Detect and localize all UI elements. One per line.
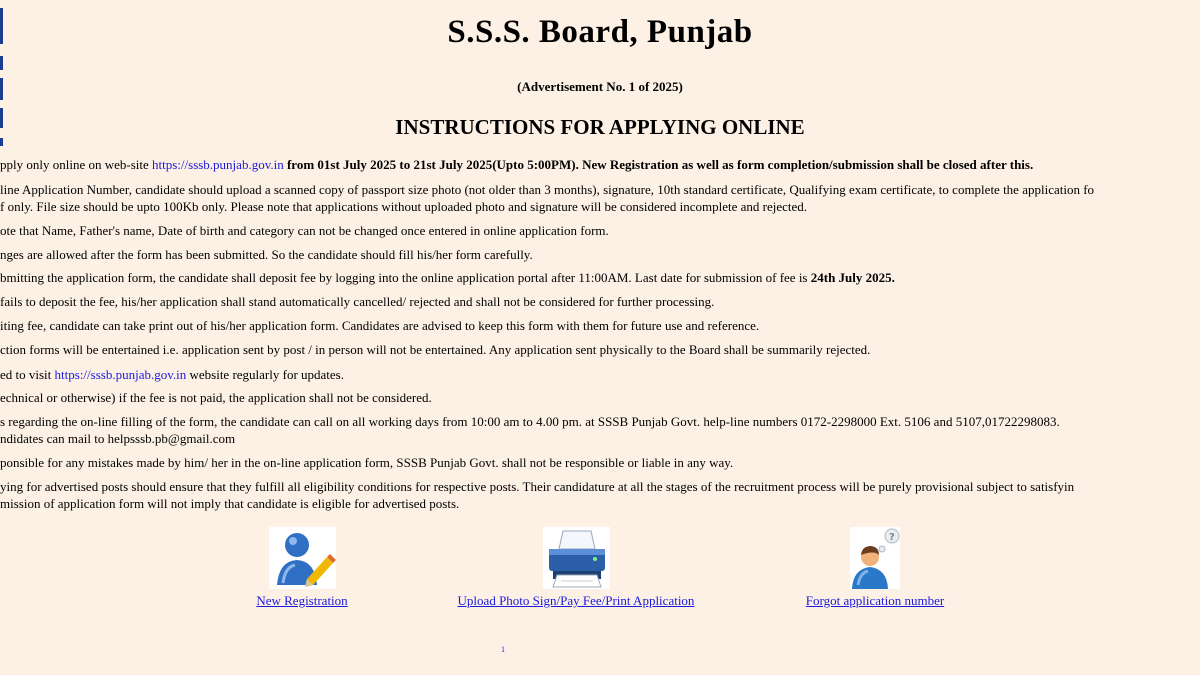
instruction-offline-rejected: ction forms will be entertained i.e. application sent by post / in person will not be entertained. Any application sent physically to the Board shall be summarily rejected. — [0, 342, 871, 357]
instruction-fee-not-paid: echnical or otherwise) if the fee is not paid, the application shall not be considered. — [0, 390, 432, 405]
website-link[interactable]: https://sssb.punjab.gov.in — [152, 157, 284, 172]
instruction-apply-dates: pply only online on web-site https://sssb.punjab.gov.in from 01st July 2025 to 21st July 2025(Upto 5:00PM). New Registration as well as form completion/submission shall be closed after this. — [0, 157, 1034, 172]
instruction-upload-documents-cont: f only. File size should be upto 100Kb only. Please note that applications without uploaded photo and signature will be considered incomplete and rejected. — [0, 199, 808, 214]
instruction-responsibility: ponsible for any mistakes made by him/ her in the on-line application form, SSSB Punjab Govt. shall not be responsible or liable in any way. — [0, 455, 734, 470]
instruction-eligibility-cont: mission of application form will not imply that candidate is eligible for advertised posts. — [0, 496, 460, 511]
instruction-upload-documents: line Application Number, candidate should upload a scanned copy of passport size photo (not older than 3 months), signature, 10th standard certificate, Qualifying exam certificate, to complete the application fo — [0, 182, 1095, 197]
instruction-fee-deposit: bmitting the application form, the candidate shall deposit fee by logging into the online application portal after 11:00AM. Last date for submission of fee is 24th July 2025. — [0, 270, 895, 285]
page-number[interactable]: 1 — [501, 645, 505, 654]
instruction-eligibility: ying for advertised posts should ensure that they fulfill all eligibility conditions for respective posts. Their candidature at all the stages of the recruitment process will be purely provisional subject to satisfyin — [0, 479, 1075, 494]
instructions-heading: INSTRUCTIONS FOR APPLYING ONLINE — [395, 115, 805, 139]
user-pencil-icon[interactable] — [269, 527, 336, 589]
new-registration-link[interactable]: New Registration — [256, 593, 348, 608]
instruction-fields-locked: ote that Name, Father's name, Date of birth and category can not be changed once entered in online application form. — [0, 223, 609, 238]
forgot-number-action[interactable] — [790, 527, 960, 609]
website-link-2[interactable]: https://sssb.punjab.gov.in — [54, 367, 187, 382]
instruction-print-form: iting fee, candidate can take print out of his/her application form. Candidates are advised to keep this form with them for future use and reference. — [0, 318, 760, 333]
instruction-fee-failure: fails to deposit the fee, his/her application shall stand automatically cancelled/ rejected and shall not be considered for further processing. — [0, 294, 715, 309]
person-question-icon[interactable] — [850, 527, 900, 589]
advertisement-number: (Advertisement No. 1 of 2025) — [517, 79, 683, 94]
svg-text:?: ? — [889, 532, 895, 543]
instruction-helpline-email: ndidates can mail to helpsssb.pb@gmail.com — [0, 431, 236, 446]
upload-photo-action[interactable] — [436, 527, 716, 609]
printer-icon[interactable] — [543, 527, 610, 589]
instructions-list — [0, 156, 1200, 516]
instruction-no-changes: nges are allowed after the form has been submitted. So the candidate should fill his/her form carefully. — [0, 247, 533, 262]
instruction-helpline: s regarding the on-line filling of the form, the candidate can call on all working days from 10:00 am to 4.00 pm. at SSSB Punjab Govt. help-line numbers 0172-2298000 Ext. 5106 and 5107,01722298083. — [0, 414, 1060, 429]
upload-photo-link[interactable]: Upload Photo Sign/Pay Fee/Print Application — [457, 593, 695, 608]
action-links — [0, 527, 1200, 617]
new-registration-action[interactable] — [241, 527, 363, 609]
forgot-number-link[interactable]: Forgot application number — [805, 593, 945, 608]
page-title: S.S.S. Board, Punjab — [447, 14, 753, 50]
instruction-visit-website: ed to visit https://sssb.punjab.gov.in website regularly for updates. — [0, 367, 344, 382]
